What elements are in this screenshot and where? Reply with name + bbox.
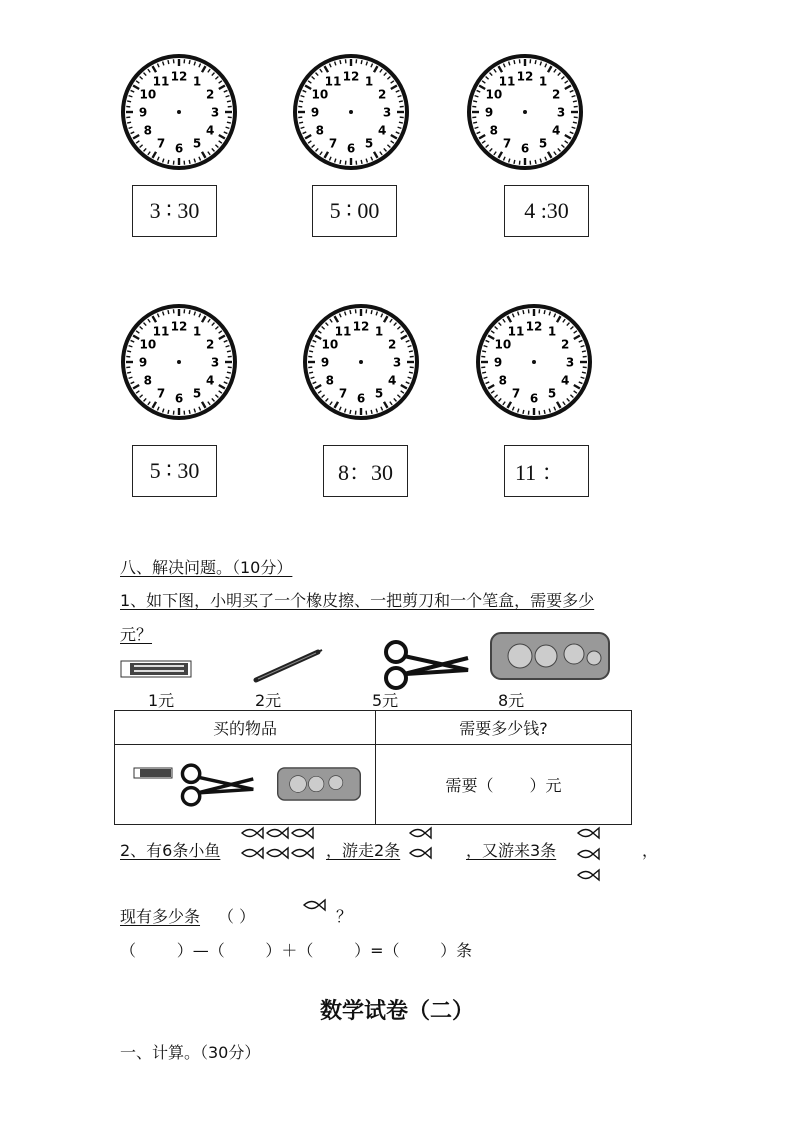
question-2-part3: ，又游来3条 <box>466 841 557 860</box>
clock-tick <box>189 310 190 314</box>
clock-number: 8 <box>143 123 153 138</box>
clock-number: 5 <box>192 386 202 401</box>
clock-number: 3 <box>392 355 402 370</box>
price-pencil: 2元 <box>255 691 282 710</box>
items-table <box>114 710 632 825</box>
fish-icon <box>265 846 289 860</box>
fish-icon <box>302 898 326 912</box>
clock-number: 12 <box>352 319 370 334</box>
fish-group-two <box>408 826 434 866</box>
clock-tick <box>227 122 231 123</box>
clock-number: 10 <box>494 337 512 352</box>
clock-number: 8 <box>143 373 153 388</box>
clock-number: 1 <box>538 74 548 89</box>
clock-tick <box>409 351 413 352</box>
clock-number: 12 <box>516 69 534 84</box>
clock-tick <box>371 310 372 314</box>
clock-number: 12 <box>170 69 188 84</box>
clock-number: 11 <box>498 74 516 89</box>
clock-number: 12 <box>170 319 188 334</box>
clock-tick <box>168 410 169 414</box>
clock-center <box>177 110 181 114</box>
clock-number: 8 <box>498 373 508 388</box>
clock-tick <box>299 122 303 123</box>
clock-number: 5 <box>538 136 548 151</box>
clock-number: 10 <box>139 337 157 352</box>
clock-number: 4 <box>205 123 215 138</box>
clock-number: 11 <box>152 74 170 89</box>
clock-number: 10 <box>311 87 329 102</box>
clock-tick <box>514 160 515 164</box>
time-box-2: 5 ∶ 00 <box>312 185 397 237</box>
price-pencil-case: 8元 <box>498 691 525 710</box>
clock-number: 9 <box>484 105 494 120</box>
clock-center <box>532 360 536 364</box>
clock-number: 7 <box>156 136 166 151</box>
clock-number: 7 <box>338 386 348 401</box>
clock-center <box>177 360 181 364</box>
fish-icon <box>240 846 264 860</box>
clock-number: 9 <box>493 355 503 370</box>
clock-number: 1 <box>374 324 384 339</box>
clock-number: 11 <box>324 74 342 89</box>
clock-number: 2 <box>377 87 387 102</box>
clock-tick <box>535 160 536 164</box>
clock-tick <box>168 310 169 314</box>
fish-group-six <box>240 826 316 866</box>
clock-tick <box>189 160 190 164</box>
clock-number: 9 <box>310 105 320 120</box>
clock-tick <box>573 122 577 123</box>
clock-number: 3 <box>556 105 566 120</box>
clock-number: 3 <box>382 105 392 120</box>
clock-number: 5 <box>374 386 384 401</box>
clock-number: 12 <box>525 319 543 334</box>
time-box-5: 8：30 <box>323 445 408 497</box>
clock-tick <box>473 101 477 102</box>
clock-number: 11 <box>152 324 170 339</box>
clock-number: 5 <box>364 136 374 151</box>
clock-tick <box>340 160 341 164</box>
clock-tick <box>361 160 362 164</box>
clock-tick <box>482 351 486 352</box>
clock-center <box>349 110 353 114</box>
clock-tick <box>399 122 403 123</box>
clock-number: 10 <box>321 337 339 352</box>
clock-number: 8 <box>315 123 325 138</box>
clock-tick <box>473 122 477 123</box>
clock-number: 4 <box>387 373 397 388</box>
clock-face-4 <box>119 302 239 422</box>
time-box-1: 3 ∶ 30 <box>132 185 217 237</box>
clock-tick <box>299 101 303 102</box>
clock-number: 10 <box>139 87 157 102</box>
clock-tick <box>350 310 351 314</box>
clock-number: 7 <box>156 386 166 401</box>
clock-tick <box>189 410 190 414</box>
clock-tick <box>309 372 313 373</box>
clock-number: 9 <box>138 355 148 370</box>
fish-group-three <box>576 826 602 886</box>
clock-number: 5 <box>547 386 557 401</box>
clock-tick <box>309 351 313 352</box>
clock-tick <box>399 101 403 102</box>
question-2-comma: ， <box>642 841 659 860</box>
clock-tick <box>523 310 524 314</box>
clock-number: 12 <box>342 69 360 84</box>
clock-number: 6 <box>520 141 530 156</box>
clock-number: 6 <box>346 141 356 156</box>
table-answer-cell <box>376 745 632 825</box>
clock-tick <box>227 351 231 352</box>
clock-number: 4 <box>560 373 570 388</box>
clock-number: 3 <box>210 105 220 120</box>
clock-number: 8 <box>325 373 335 388</box>
clock-number: 7 <box>502 136 512 151</box>
clock-number: 2 <box>551 87 561 102</box>
clock-number: 9 <box>320 355 330 370</box>
clock-face-1 <box>119 52 239 172</box>
section-1-heading: 一、计算。（30分） <box>120 1043 261 1062</box>
clock-tick <box>168 160 169 164</box>
clock-face-2 <box>291 52 411 172</box>
clock-number: 6 <box>174 141 184 156</box>
clock-number: 2 <box>387 337 397 352</box>
clock-tick <box>544 310 545 314</box>
clock-number: 1 <box>192 74 202 89</box>
clock-tick <box>544 410 545 414</box>
equation-line[interactable]: （ ）—（ ）＋（ ）=（ ）条 <box>120 941 473 960</box>
clock-face-3 <box>465 52 585 172</box>
clock-number: 3 <box>210 355 220 370</box>
clock-number: 8 <box>489 123 499 138</box>
time-box-4: 5 ∶ 30 <box>132 445 217 497</box>
clock-tick <box>227 372 231 373</box>
pencil-case-icon <box>490 632 610 680</box>
clock-tick <box>523 410 524 414</box>
clock-center <box>523 110 527 114</box>
fish-icon <box>408 846 432 860</box>
table-items-cell <box>115 745 376 825</box>
clock-number: 5 <box>192 136 202 151</box>
clock-number: 1 <box>547 324 557 339</box>
clock-tick <box>168 60 169 64</box>
fish-icon <box>290 826 314 840</box>
clock-number: 6 <box>356 391 366 406</box>
clock-number: 2 <box>560 337 570 352</box>
clock-tick <box>514 60 515 64</box>
clock-tick <box>582 372 586 373</box>
clock-number: 2 <box>205 337 215 352</box>
clock-number: 4 <box>377 123 387 138</box>
clock-tick <box>127 122 131 123</box>
pencil-case-icon <box>277 767 361 801</box>
scissors-icon <box>382 640 470 690</box>
clock-tick <box>189 60 190 64</box>
clock-tick <box>409 372 413 373</box>
answer-prefix: 需要（ <box>445 776 494 795</box>
fish-icon <box>265 826 289 840</box>
clock-tick <box>535 60 536 64</box>
table-header-cost: 需要多少钱? <box>376 711 632 745</box>
answer-suffix: ）元 <box>529 776 562 795</box>
eraser-icon <box>120 660 192 678</box>
clock-number: 7 <box>328 136 338 151</box>
clock-number: 11 <box>507 324 525 339</box>
clock-number: 7 <box>511 386 521 401</box>
clock-number: 9 <box>138 105 148 120</box>
section-heading: 八、解决问题。（10分） <box>120 558 293 577</box>
clock-number: 11 <box>334 324 352 339</box>
table-header-items: 买的物品 <box>115 711 376 745</box>
clock-number: 6 <box>174 391 184 406</box>
question-1-text: 1、如下图，小明买了一个橡皮擦、一把剪刀和一个笔盒，需要多少 <box>120 591 595 610</box>
question-2-answer-blank[interactable]: （ ） <box>218 907 256 926</box>
clock-tick <box>127 351 131 352</box>
clock-tick <box>340 60 341 64</box>
fish-icon <box>240 826 264 840</box>
question-2-question-mark: ？ <box>336 907 353 926</box>
question-1-text-cont: 元？ <box>120 625 153 644</box>
time-box-6: 11 ： <box>504 445 589 497</box>
eraser-icon <box>133 767 173 779</box>
question-2-part1: 2、有6条小鱼 <box>120 841 221 860</box>
clock-number: 10 <box>485 87 503 102</box>
clock-tick <box>371 410 372 414</box>
clock-tick <box>361 60 362 64</box>
question-2-part2: ，游走2条 <box>326 841 401 860</box>
clock-number: 6 <box>529 391 539 406</box>
clock-number: 1 <box>192 324 202 339</box>
clock-face-6 <box>474 302 594 422</box>
price-scissors: 5元 <box>372 691 399 710</box>
clock-tick <box>127 372 131 373</box>
pencil-icon <box>252 648 324 684</box>
fish-icon <box>576 847 600 861</box>
clock-tick <box>573 101 577 102</box>
fish-icon <box>576 826 600 840</box>
time-box-3: 4 :30 <box>504 185 589 237</box>
fish-icon <box>576 868 600 882</box>
clock-center <box>359 360 363 364</box>
price-eraser: 1元 <box>148 691 175 710</box>
clock-number: 4 <box>205 373 215 388</box>
clock-number: 4 <box>551 123 561 138</box>
fish-icon <box>408 826 432 840</box>
clock-tick <box>582 351 586 352</box>
clock-number: 3 <box>565 355 575 370</box>
question-2-line2-text: 现有多少条 <box>120 907 201 926</box>
clock-tick <box>127 101 131 102</box>
clock-face-5 <box>301 302 421 422</box>
clock-number: 2 <box>205 87 215 102</box>
clock-tick <box>227 101 231 102</box>
clock-tick <box>350 410 351 414</box>
clock-tick <box>482 372 486 373</box>
scissors-icon <box>179 763 255 807</box>
fish-icon <box>290 846 314 860</box>
exam-title: 数学试卷（二） <box>319 998 474 1024</box>
clock-number: 1 <box>364 74 374 89</box>
